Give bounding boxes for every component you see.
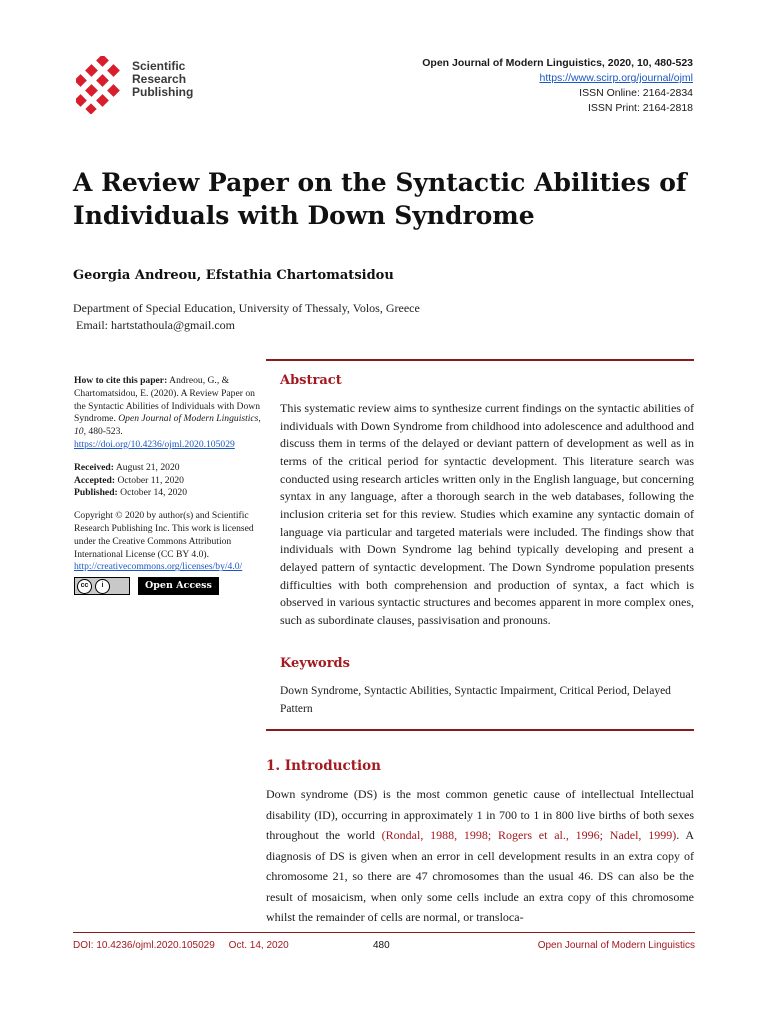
publisher-line-3: Publishing — [132, 85, 194, 99]
journal-info — [422, 56, 693, 116]
cite-label: How to cite this paper: — [74, 375, 168, 386]
abstract-top-rule — [266, 359, 694, 361]
abstract-text: This systematic review aims to synthesize current findings on the syntactic abilities of individuals with Down Syndrome from childhood into adolescence and adulthood and discuss them in terms of the delayed or deviant pattern of development as well as in terms of the critical period for syntactic development. This literature search was conducted using research articles written only in the English language, but concerning syntax in any language, after a thorough search in the web databases, following the inclusion criteria set for this review. Studies which examine any syntactic domain of language via particular and targeted materials were included. The findings show that individuals with Down Syndrome lag behind typically developing and present a delayed pattern of syntactic development. The Down Syndrome population presents difficulties with both comprehension and production of syntax, a fact which is observed in various syntactic structures and becomes apparent in more complex ones, such as subordinate clauses, passivisation and pronouns. — [280, 401, 694, 627]
footer-rule — [73, 932, 695, 933]
journal-citation: Open Journal of Modern Linguistics, 2020, 10, 480-523 — [422, 57, 693, 69]
footer-doi: DOI: 10.4236/ojml.2020.105029 Oct. 14, 2020 — [73, 940, 289, 951]
abstract-bottom-rule — [266, 729, 694, 731]
authors: Georgia Andreou, Efstathia Chartomatsidou — [73, 268, 394, 283]
dates — [74, 462, 264, 500]
license-badges — [74, 577, 264, 595]
publisher-line-1: Scientific — [132, 59, 186, 73]
affiliation: Department of Special Education, University of Thessaly, Volos, Greece — [73, 301, 420, 315]
paper-title: A Review Paper on the Syntactic Abilities of Individuals with Down Syndrome — [73, 168, 687, 230]
publisher-name — [132, 60, 193, 99]
open-access-badge: Open Access — [138, 577, 219, 595]
introduction-text — [266, 784, 694, 928]
received-label: Received: — [74, 461, 114, 473]
accepted-date: October 11, 2020 — [117, 474, 184, 486]
received-date: August 21, 2020 — [115, 461, 180, 473]
introduction-heading: 1. Introduction — [266, 758, 381, 774]
keywords-heading: Keywords — [280, 656, 350, 671]
intro-text-a: Down syndrome (DS) is the most common genetic cause of intellectual Intellectual disability (ID), occurring in approximately 1 in 700 to 1 in 800 live births of both sexes throughout the world — [266, 787, 694, 842]
issn-print: ISSN Print: 2164-2818 — [587, 102, 693, 114]
publisher-line-2: Research — [132, 72, 187, 86]
cc-by-icon[interactable] — [74, 577, 130, 595]
cite-doi-link[interactable]: https://doi.org/10.4236/ojml.2020.105029 — [74, 438, 235, 450]
published-label: Published: — [74, 487, 118, 499]
scirp-logo-icon — [76, 56, 132, 114]
footer-journal: Open Journal of Modern Linguistics — [537, 940, 695, 951]
issn-online: ISSN Online: 2164-2834 — [579, 87, 693, 99]
license-link[interactable]: http://creativecommons.org/licenses/by/4.0/ — [74, 561, 243, 573]
cc-icon: cc — [77, 579, 92, 594]
by-person-icon: i — [95, 579, 110, 594]
copyright — [74, 510, 264, 574]
cite-text: Andreou, G., & Chartomatsidou, E. (2020). A Review Paper on the Syntactic Abilities of Individuals with Down Syndrome. — [74, 375, 260, 425]
abstract-heading: Abstract — [280, 373, 342, 388]
email: Email: hartstathoula@gmail.com — [76, 318, 236, 332]
published-date: October 14, 2020 — [120, 487, 188, 499]
how-to-cite — [74, 375, 264, 452]
cite-pages: 480-523. — [88, 426, 123, 438]
copyright-text: Copyright © 2020 by author(s) and Scientific Research Publishing Inc. This work is licensed under the Creative Commons Attribution International License (CC BY 4.0). — [74, 510, 254, 560]
intro-text-b: . A diagnosis of DS is given when an error in cell development results in an extra copy of chromosome 21, so there are 47 chromosomes than the usual 46. DS can also be the result of mosaicism, when only some cells include an extra copy of this chromosome whilst the remainder of cells are normal, or transloca- — [266, 828, 695, 924]
intro-citation-link[interactable]: (Rondal, 1988, 1998; Rogers et al., 1996; Nadel, 1999) — [381, 828, 677, 842]
cite-journal: Open Journal of Modern Linguistics, 10, — [74, 413, 261, 438]
journal-url-link[interactable]: https://www.scirp.org/journal/ojml — [539, 72, 693, 84]
accepted-label: Accepted: — [74, 474, 116, 486]
article-info-sidebar — [74, 375, 264, 595]
keywords-text: Down Syndrome, Syntactic Abilities, Syntactic Impairment, Critical Period, Delayed Pattern — [280, 685, 671, 715]
publisher-logo — [76, 56, 216, 114]
page-number: 480 — [373, 940, 390, 951]
